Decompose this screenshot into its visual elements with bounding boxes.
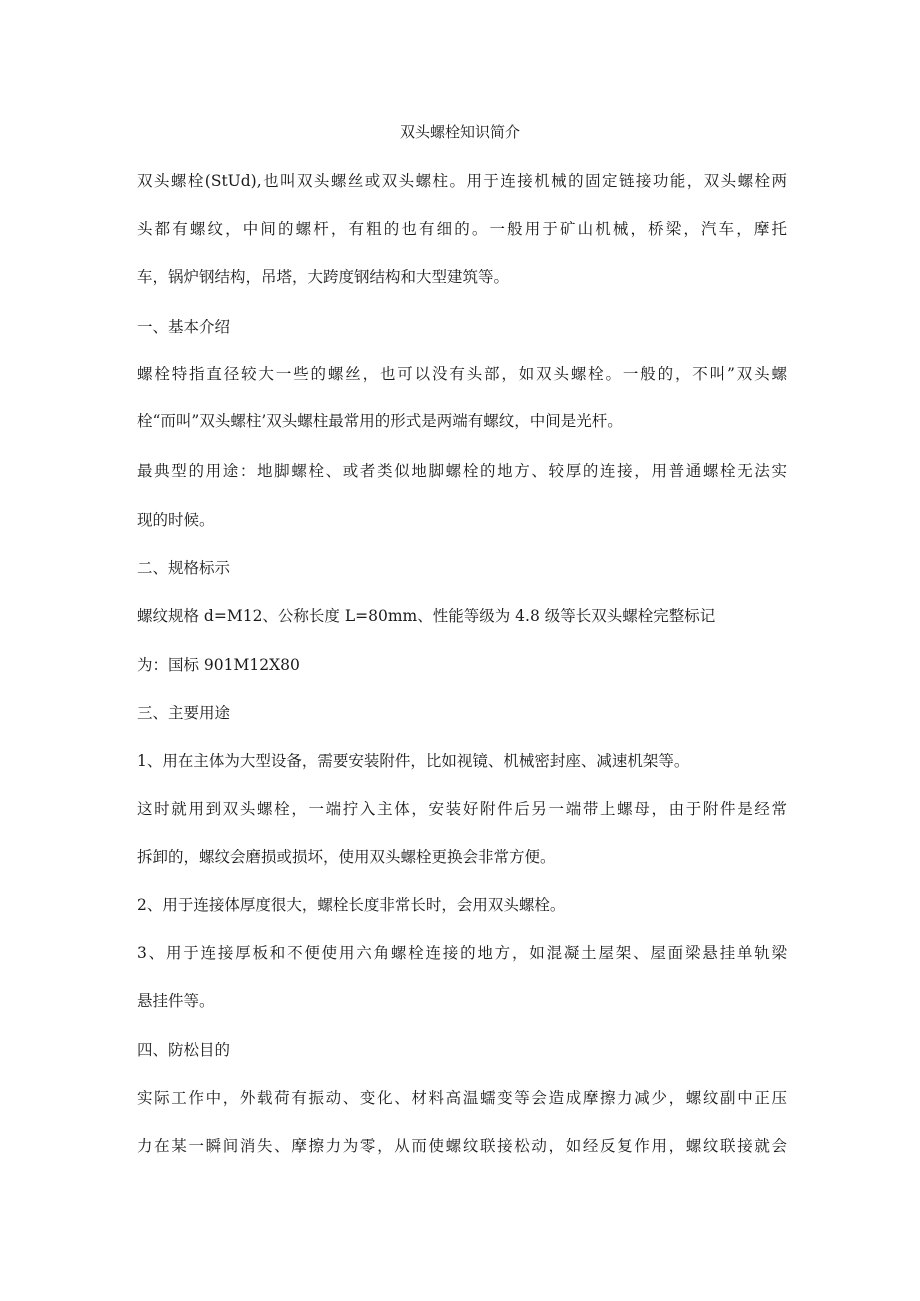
paragraph-line: 现的时候。	[137, 511, 215, 529]
paragraph-line: 力在某一瞬间消失、摩擦力为零，从而使螺纹联接松动，如经反复作用，螺纹联接就会	[137, 1137, 787, 1155]
paragraph-line: 螺纹规格 d=M12、公称长度 L=80mm、性能等级为 4.8 级等长双头螺栓完整标记	[137, 607, 716, 625]
section-heading: 一、基本介绍	[137, 318, 231, 336]
paragraph-line: 悬挂件等。	[137, 992, 215, 1010]
paragraph-line: 最典型的用途：地脚螺栓、或者类似地脚螺栓的地方、较厚的连接，用普通螺栓无法实	[137, 462, 787, 480]
section-heading: 四、防松目的	[137, 1041, 231, 1059]
list-item: 3、用于连接厚板和不便使用六角螺栓连接的地方，如混凝土屋架、屋面梁悬挂单轨梁	[137, 944, 787, 962]
paragraph-line: 为：国标 901M12X80	[137, 656, 300, 674]
paragraph-line: 双头螺栓(StUd),也叫双头螺丝或双头螺柱。用于连接机械的固定链接功能，双头螺栓两	[137, 172, 787, 190]
paragraph-line: 这时就用到双头螺栓，一端拧入主体，安装好附件后另一端带上螺母，由于附件是经常	[137, 800, 787, 818]
section-heading: 二、规格标示	[137, 559, 231, 577]
list-item: 1、用在主体为大型设备，需要安装附件，比如视镜、机械密封座、减速机架等。	[137, 752, 690, 770]
paragraph-line: 头都有螺纹，中间的螺杆，有粗的也有细的。一般用于矿山机械，桥梁，汽车，摩托	[137, 220, 787, 238]
paragraph-line: 拆卸的，螺纹会磨损或损坏，使用双头螺栓更换会非常方便。	[137, 848, 556, 866]
paragraph-line: 车，锅炉钢结构，吊塔，大跨度钢结构和大型建筑等。	[137, 268, 510, 286]
paragraph-line: 实际工作中，外载荷有振动、变化、材料高温蠕变等会造成摩擦力减少，螺纹副中正压	[137, 1089, 787, 1107]
paragraph-line: 螺栓特指直径较大一些的螺丝，也可以没有头部，如双头螺栓。一般的，不叫”双头螺	[137, 365, 787, 383]
list-item: 2、用于连接体厚度很大，螺栓长度非常长时，会用双头螺栓。	[137, 896, 566, 914]
paragraph-line: 栓“而叫”双头螺柱’双头螺柱最常用的形式是两端有螺纹，中间是光杆。	[137, 412, 623, 430]
document-title: 双头螺栓知识简介	[399, 123, 520, 141]
section-heading: 三、主要用途	[137, 704, 231, 722]
